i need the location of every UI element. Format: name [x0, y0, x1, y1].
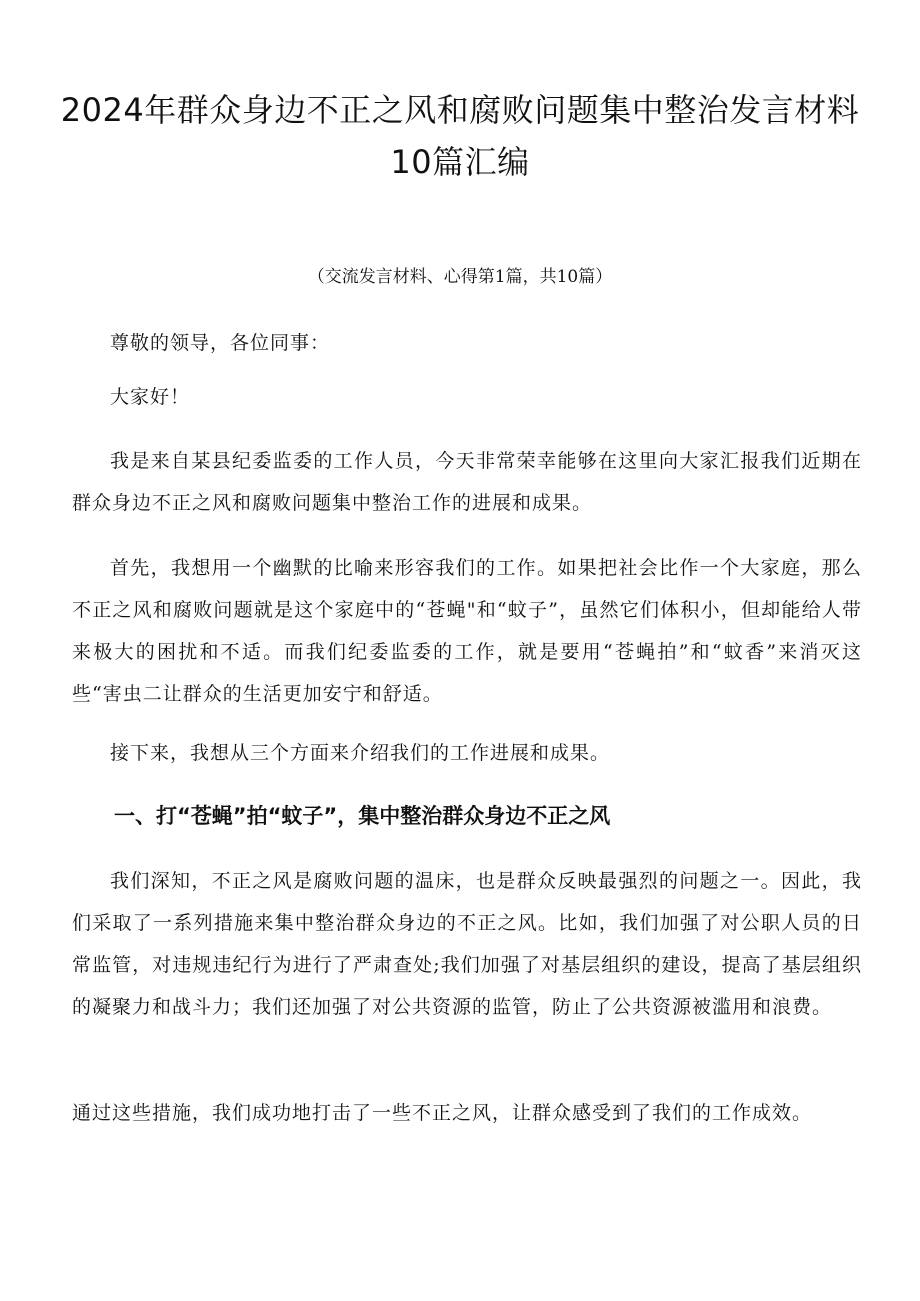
- paragraph-metaphor: 首先，我想用一个幽默的比喻来形容我们的工作。如果把社会比作一个大家庭，那么不正之风和腐败问题就是这个家庭中的“苍蝇"和“蚊子”，虽然它们体积小，但却能给人带来极大的困扰和不适。而我们纪委监委的工作，就是要用“苍蝇拍”和“蚊香”来消灭这些“害虫二让群众的生活更加安宁和舒适。: [72, 557, 862, 705]
- paragraph-section-1-body: 我们深知，不正之风是腐败问题的温床，也是群众反映最强烈的问题之一。因此，我们采取了一系列措施来集中整治群众身边的不正之风。比如，我们加强了对公职人员的日常监管，对违规违纪行为进行了严肃查处;我们加强了对基层组织的建设，提高了基层组织的凝聚力和战斗力；我们还加强了对公共资源的监管，防止了公共资源被滥用和浪费。: [72, 870, 862, 1018]
- salutation: 尊敬的领导，各位同事：: [110, 332, 331, 354]
- paragraph-intro: 我是来自某县纪委监委的工作人员，今天非常荣幸能够在这里向大家汇报我们近期在群众身边不正之风和腐败问题集中整治工作的进展和成果。: [72, 450, 862, 514]
- section-1-heading: 一、打“苍蝇”拍“蚊子”，集中整治群众身边不正之风: [114, 804, 611, 828]
- paragraph-transition: 接下来，我想从三个方面来介绍我们的工作进展和成果。: [110, 742, 611, 764]
- document-subtitle: （交流发言材料、心得第1篇，共10篇）: [307, 267, 613, 287]
- paragraph-section-1-result: 通过这些措施，我们成功地打击了一些不正之风，让群众感受到了我们的工作成效。: [72, 1102, 813, 1124]
- greeting: 大家好！: [110, 386, 191, 408]
- document-title: 2024年群众身边不正之风和腐败问题集中整治发言材料10篇汇编: [60, 91, 860, 181]
